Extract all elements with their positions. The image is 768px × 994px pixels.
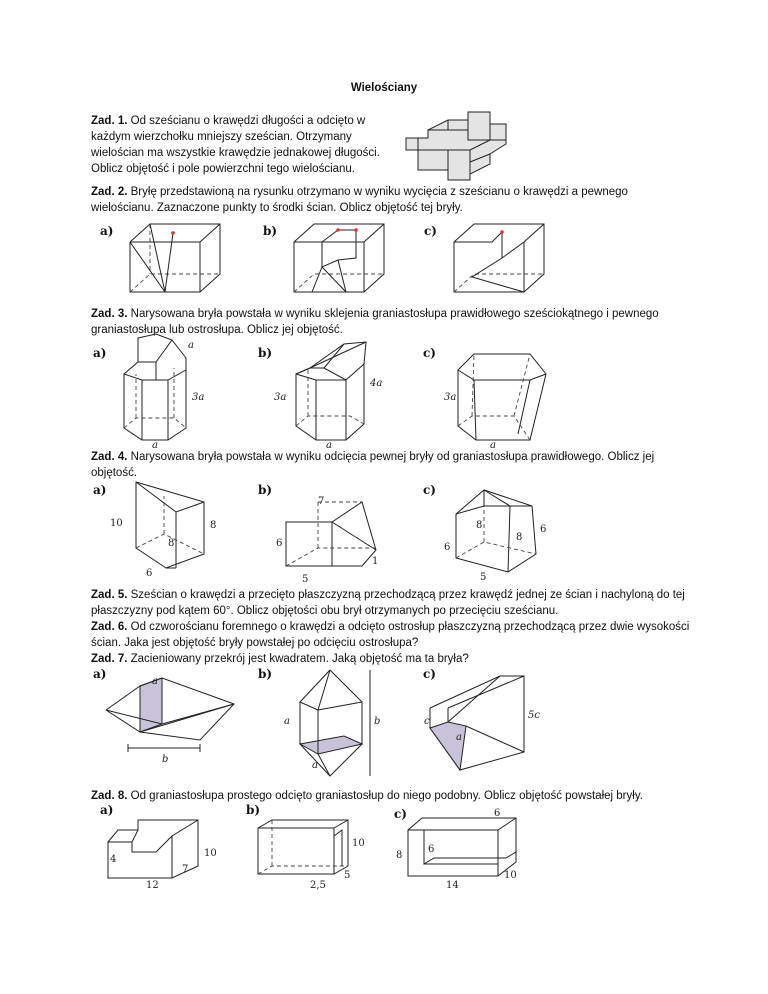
fig8c-label-8: 8 (396, 850, 403, 861)
task-4-text: Narysowana bryła powstała w wyniku odcięcia pewnej bryły od graniastosłupa prawidłowego. Oblicz jej objętość. (91, 451, 655, 479)
task-7-figure-c (420, 666, 550, 778)
fig2-label-c: c) (424, 224, 437, 238)
fig3c-base-label: a (490, 440, 496, 451)
task-8-figure-b (252, 816, 372, 890)
task-1-figure (398, 110, 516, 182)
fig4-label-b: b) (258, 483, 273, 497)
task-3-text: Narysowana bryła powstała w wyniku sklejenia graniastosłupa prawidłowego sześciokątnego i pewnego graniastosłupa lub ostrosłupa. Oblicz jej objętość. (91, 308, 659, 336)
task-4-figure-b (272, 490, 392, 584)
fig7a-label-b: b (162, 754, 169, 765)
fig8c-label-14: 14 (446, 880, 459, 891)
fig4b-label-1: 1 (372, 556, 379, 567)
task-8-figure-a (106, 816, 230, 890)
task-7-number: Zad. 7. (91, 653, 128, 665)
fig4c-label-6-left: 6 (444, 542, 451, 553)
fig3a-height-label: 3a (192, 392, 205, 403)
task-5-text: Sześcian o krawędzi a przecięto płaszczyzną przechodzącą przez krawędź jednej ze ścian i nachyloną do tej płaszczyzny pod kątem 60°. Oblicz objętości obu brył otrzymanych po przecięciu sześcianu. (91, 589, 685, 617)
task-1-number: Zad. 1. (91, 115, 128, 127)
fig3-label-c: c) (423, 346, 436, 360)
fig7b-label-a-bottom: a (312, 760, 318, 771)
task-7-text: Zacieniowany przekrój jest kwadratem. Jaką objętość ma ta bryła? (130, 653, 469, 665)
fig8a-label-12: 12 (146, 880, 159, 891)
fig8a-label-4: 4 (110, 854, 117, 865)
task-3-figure-c (444, 344, 560, 451)
fig3-label-a: a) (93, 346, 107, 360)
task-4-figure-c (440, 484, 560, 584)
task-6-number: Zad. 6. (91, 621, 128, 633)
fig4c-label-5: 5 (480, 572, 487, 583)
task-8-text: Od graniastosłupa prostego odcięto graniastosłup do niego podobny. Oblicz objętość powstałej bryły. (130, 790, 643, 802)
fig8a-label-10: 10 (204, 848, 217, 859)
fig8c-label-10: 10 (504, 870, 517, 881)
fig8-label-b: b) (246, 803, 261, 817)
fig4a-label-10: 10 (110, 518, 123, 529)
task-8-number: Zad. 8. (91, 790, 128, 802)
fig4b-label-6: 6 (276, 538, 283, 549)
task-2-text: Bryłę przedstawioną na rysunku otrzymano w wyniku wycięcia z sześcianu o krawędzi a pewnego wielościanu. Zaznaczone punkty to środki ścian. Oblicz objętość tej bryły. (91, 186, 628, 214)
task-2-number: Zad. 2. (91, 186, 128, 198)
task-1-text: Od sześcianu o krawędzi długości a odcięto w każdym wierzchołku mniejszy sześcian. Otrzymany wielościan ma wszystkie krawędzie jednakowej długości. Oblicz objętość i pole powierzchni tego wielościanu. (91, 115, 380, 175)
fig8c-label-6-top: 6 (494, 808, 501, 819)
task-3-figure-a (116, 334, 236, 451)
fig4b-label-7: 7 (318, 496, 325, 507)
fig7-label-c: c) (423, 667, 436, 681)
fig8a-label-7: 7 (182, 864, 189, 875)
task-2 (91, 184, 691, 216)
fig4c-label-6-right: 6 (540, 524, 547, 535)
fig4c-label-8-left: 8 (476, 520, 483, 531)
fig3a-top-label: a (188, 340, 194, 351)
fig8-label-c: c) (394, 807, 407, 821)
fig4-label-a: a) (93, 483, 107, 497)
task-8 (91, 788, 691, 804)
task-3-number: Zad. 3. (91, 308, 128, 320)
fig4a-label-8-right: 8 (210, 520, 217, 531)
fig4c-label-8-right: 8 (516, 532, 523, 543)
fig3b-height-left: 3a (274, 392, 287, 403)
task-5 (91, 587, 691, 619)
task-4-figure-a (108, 476, 224, 582)
task-7 (91, 651, 691, 667)
fig7a-label-a: a (152, 676, 158, 687)
task-2-figure-b (292, 222, 388, 294)
task-1 (91, 113, 391, 177)
fig3b-height-top: 4a (370, 378, 383, 389)
task-3-figure-b (274, 334, 400, 451)
fig3a-base-label: a (152, 440, 158, 451)
fig7-label-b: b) (258, 667, 273, 681)
task-6 (91, 619, 691, 651)
fig7b-label-a-left: a (284, 716, 290, 727)
fig8b-label-25: 2,5 (310, 880, 326, 891)
fig2-label-a: a) (100, 224, 114, 238)
task-4-number: Zad. 4. (91, 451, 128, 463)
page-title: Wielościany (350, 82, 418, 94)
fig3b-base-label: a (326, 440, 332, 451)
fig7b-label-b: b (374, 716, 381, 727)
fig3-label-b: b) (258, 346, 273, 360)
fig4a-label-8-inner: 8 (168, 538, 175, 549)
fig7-label-a: a) (93, 667, 107, 681)
fig2-label-b: b) (263, 224, 278, 238)
fig7c-label-a: a (456, 732, 462, 743)
task-2-figure-c (452, 222, 548, 294)
fig4b-label-5: 5 (302, 574, 309, 585)
fig7c-label-5c: 5c (528, 710, 540, 721)
fig8b-label-5: 5 (344, 870, 351, 881)
fig4-label-c: c) (423, 483, 436, 497)
task-7-figure-a (100, 674, 240, 766)
fig7c-label-c: c (424, 716, 430, 727)
fig8b-label-10: 10 (352, 838, 365, 849)
task-6-text: Od czworościanu foremnego o krawędzi a odcięto ostrosłup płaszczyzną przechodzącą przez dwie wysokości ścian. Jaka jest objętość bryły powstałej po odcięciu ostrosłupa? (91, 621, 690, 649)
fig3c-height-label: 3a (444, 392, 457, 403)
fig4a-label-6: 6 (146, 568, 153, 579)
task-2-figure-a (128, 222, 224, 294)
task-5-number: Zad. 5. (91, 589, 128, 601)
fig8c-label-6-inner: 6 (428, 844, 435, 855)
fig8-label-a: a) (100, 803, 114, 817)
task-8-figure-c (394, 808, 530, 890)
task-7-figure-b (278, 664, 388, 784)
